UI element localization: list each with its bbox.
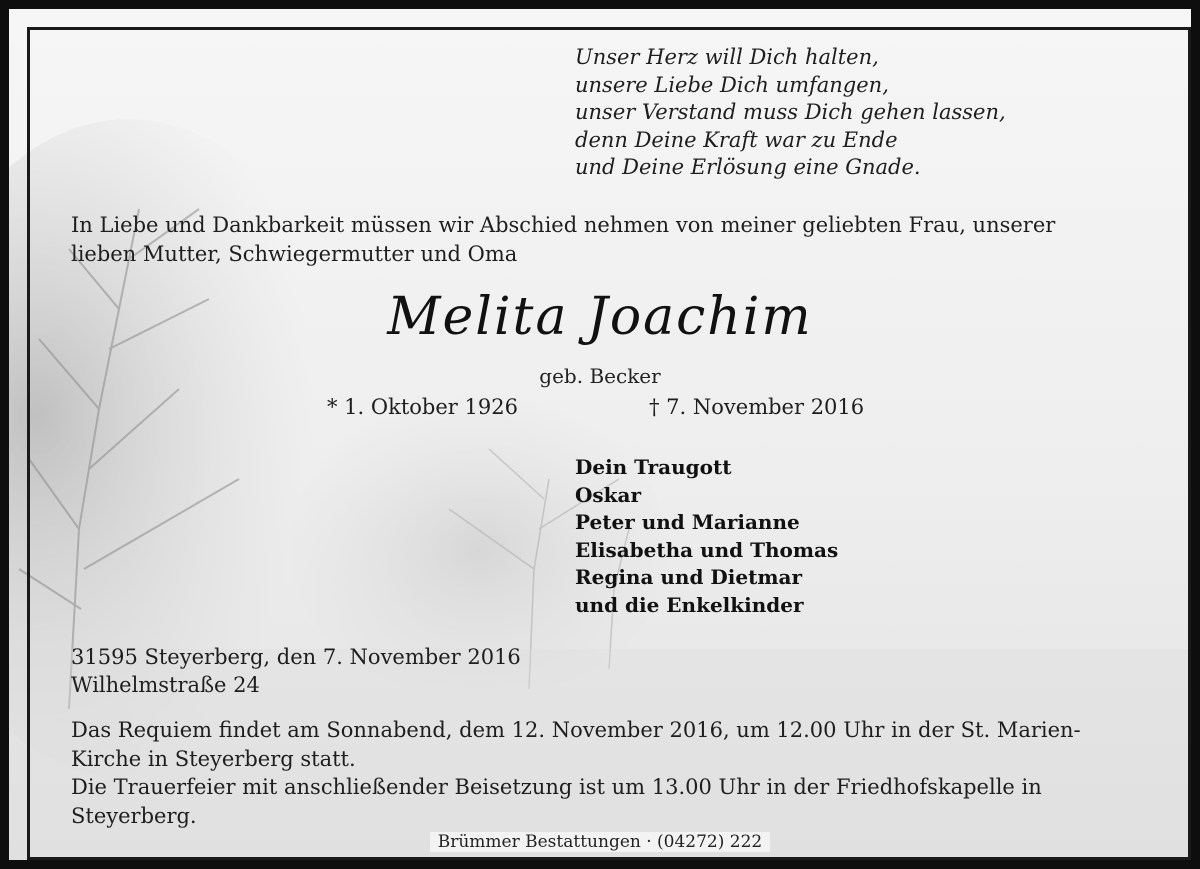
family-member: und die Enkelkinder bbox=[575, 592, 804, 617]
obituary-notice bbox=[9, 9, 1191, 860]
service-line: Die Trauerfeier mit anschließender Beisetzung ist um 13.00 Uhr in der Friedhofskapelle in bbox=[71, 775, 1042, 799]
footer bbox=[9, 832, 1191, 852]
family-member: Regina und Dietmar bbox=[575, 565, 802, 589]
service-line: Das Requiem findet am Sonnabend, dem 12. November 2016, um 12.00 Uhr in der St. Marien- bbox=[71, 718, 1081, 742]
death-date: † 7. November 2016 bbox=[649, 395, 865, 419]
service-line: Kirche in Steyerberg statt. bbox=[71, 746, 356, 771]
family-member: Elisabetha und Thomas bbox=[575, 537, 839, 562]
poem-line: unser Verstand muss Dich gehen lassen, bbox=[575, 100, 1006, 124]
service-line: Steyerberg. bbox=[71, 803, 197, 828]
poem-line: unsere Liebe Dich umfangen, bbox=[575, 72, 889, 97]
address-line: Wilhelmstraße 24 bbox=[71, 673, 260, 697]
address-block bbox=[71, 643, 521, 699]
birth-date: * 1. Oktober 1926 bbox=[327, 395, 518, 419]
family-list bbox=[575, 454, 838, 619]
family-member: Oskar bbox=[575, 482, 642, 507]
poem-line: und Deine Erlösung eine Gnade. bbox=[575, 155, 921, 179]
intro-text bbox=[71, 211, 1151, 269]
address-line: 31595 Steyerberg, den 7. November 2016 bbox=[71, 645, 521, 669]
family-member: Dein Traugott bbox=[575, 455, 732, 479]
service-info bbox=[71, 716, 1146, 830]
poem-line: denn Deine Kraft war zu Ende bbox=[575, 127, 898, 152]
family-member: Peter und Marianne bbox=[575, 510, 800, 534]
maiden-name: geb. Becker bbox=[539, 364, 661, 388]
funeral-home-credit: Brümmer Bestattungen · (04272) 222 bbox=[430, 832, 771, 852]
intro-line: In Liebe und Dankbarkeit müssen wir Abschied nehmen von meiner geliebten Frau, unserer bbox=[71, 213, 1056, 237]
poem-line: Unser Herz will Dich halten, bbox=[575, 45, 879, 69]
deceased-name: Melita Joachim bbox=[387, 287, 813, 347]
poem bbox=[575, 44, 1006, 182]
intro-line: lieben Mutter, Schwiegermutter und Oma bbox=[71, 242, 518, 266]
